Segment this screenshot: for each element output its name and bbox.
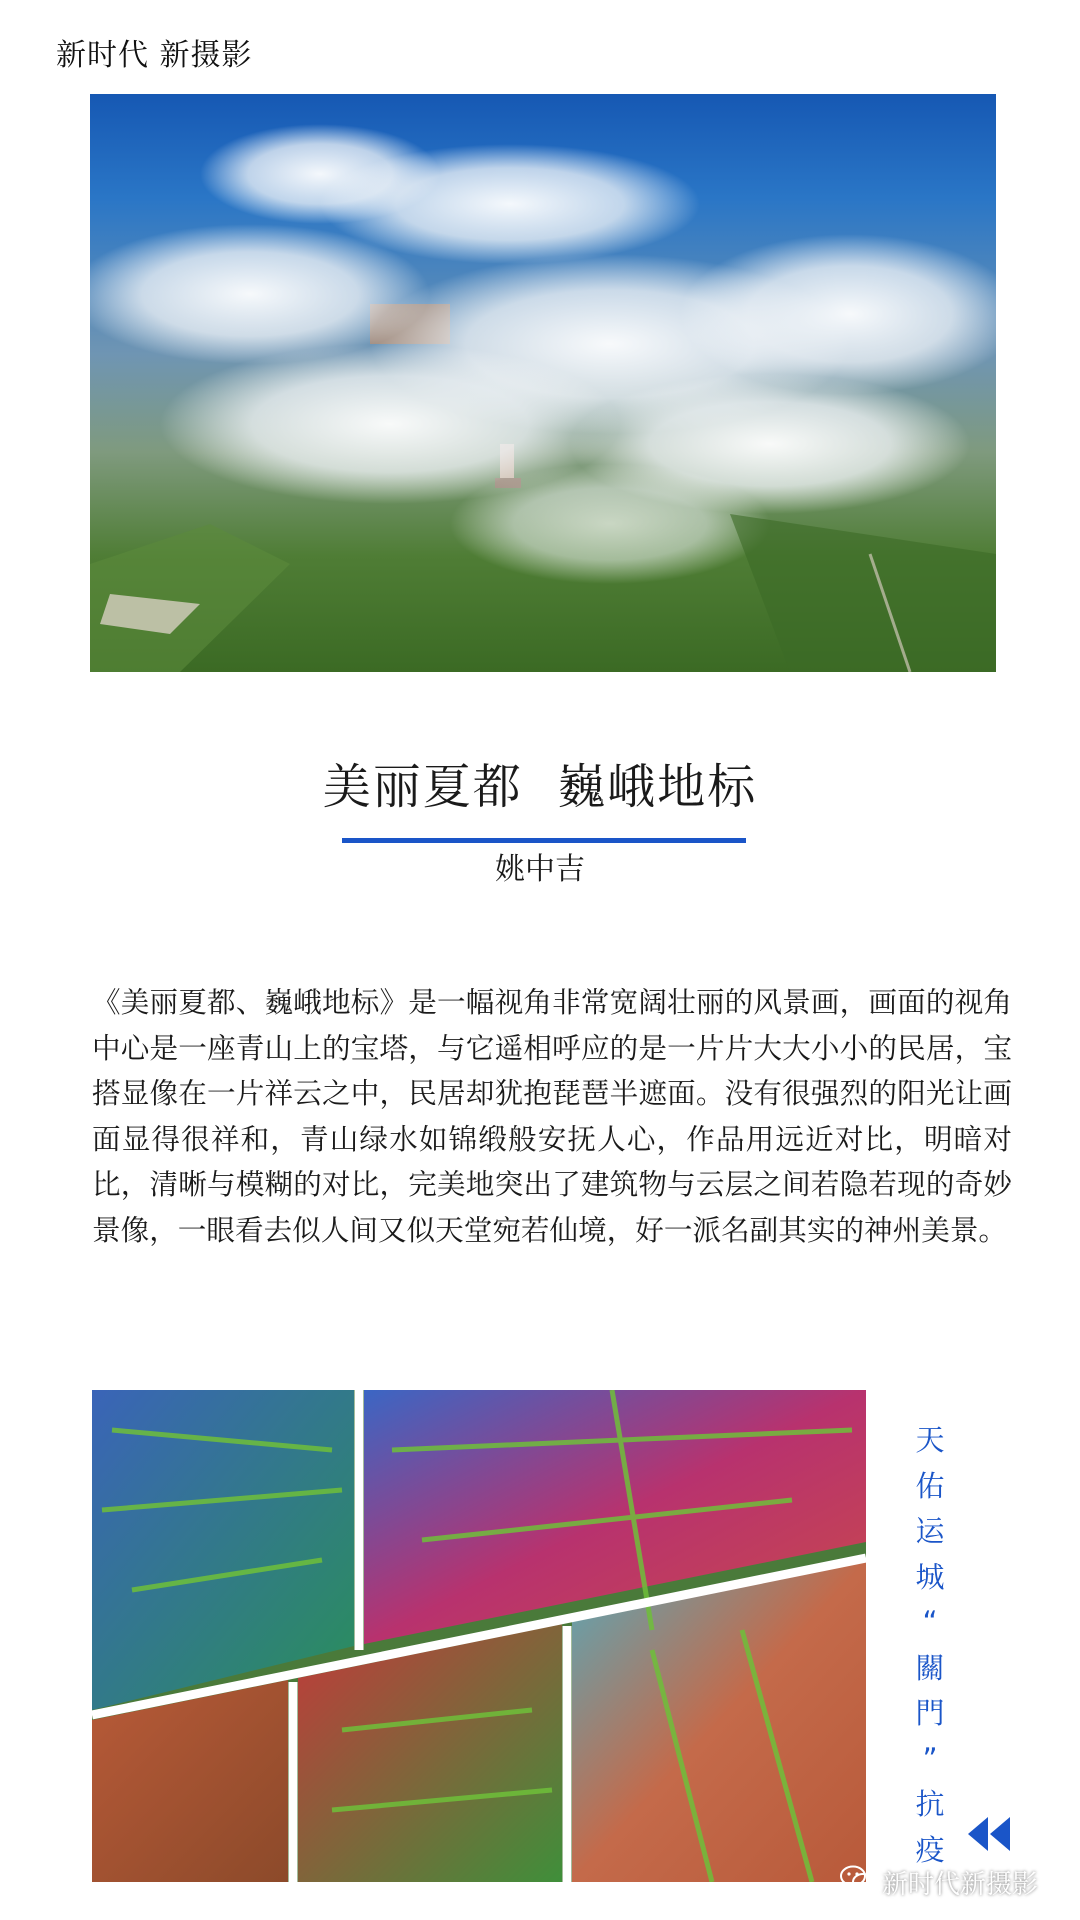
vertical-title-char: 运 [915, 1514, 945, 1548]
title-underline [342, 838, 746, 843]
vertical-title-char: 疫 [915, 1832, 945, 1867]
vertical-title-char: 關 [915, 1650, 945, 1685]
vertical-title-char: 抗 [915, 1787, 945, 1821]
article-author: 姚中吉 [495, 852, 585, 887]
vertical-title-char: “ [922, 1605, 938, 1639]
salt-lake-photo-collage [92, 1390, 866, 1882]
vertical-title-char: 門 [915, 1696, 945, 1730]
main-landscape-photo [90, 94, 996, 672]
double-chevron-left-icon[interactable] [966, 1815, 1012, 1853]
vertical-title-char: 天 [915, 1423, 945, 1457]
wechat-icon [840, 1865, 874, 1900]
next-section-vertical-title [910, 1418, 950, 1873]
article-body: 《美丽夏都、巍峨地标》是一幅视角非常宽阔壮丽的风景画，画面的视角中心是一座青山上的宝塔，与它遥相呼应的是一片片大大小小的民居，宝搭显像在一片祥云之中，民居却犹抱琵琶半遮面。没有很强烈的阳光让画面显得很祥和，青山绿水如锦缎般安抚人心，作品用远近对比，明暗对比，清晰与模糊的对比，完美地突出了建筑物与云层之间若隐若现的奇妙景像，一眼看去似人间又似天堂宛若仙境，好一派名副其实的神州美景。 [92, 985, 1012, 1247]
brand-header: 新时代 新摄影 [56, 38, 253, 73]
article-title: 美丽夏都 巍峨地标 [322, 759, 758, 815]
vertical-title-char: 佑 [915, 1468, 945, 1503]
vertical-title-char: ” [922, 1741, 938, 1776]
vertical-title-char: 城 [915, 1559, 945, 1594]
watermark-text: 新时代新摄影 [882, 1869, 1039, 1900]
watermark [840, 1862, 1038, 1902]
article-title-block [0, 752, 1080, 822]
